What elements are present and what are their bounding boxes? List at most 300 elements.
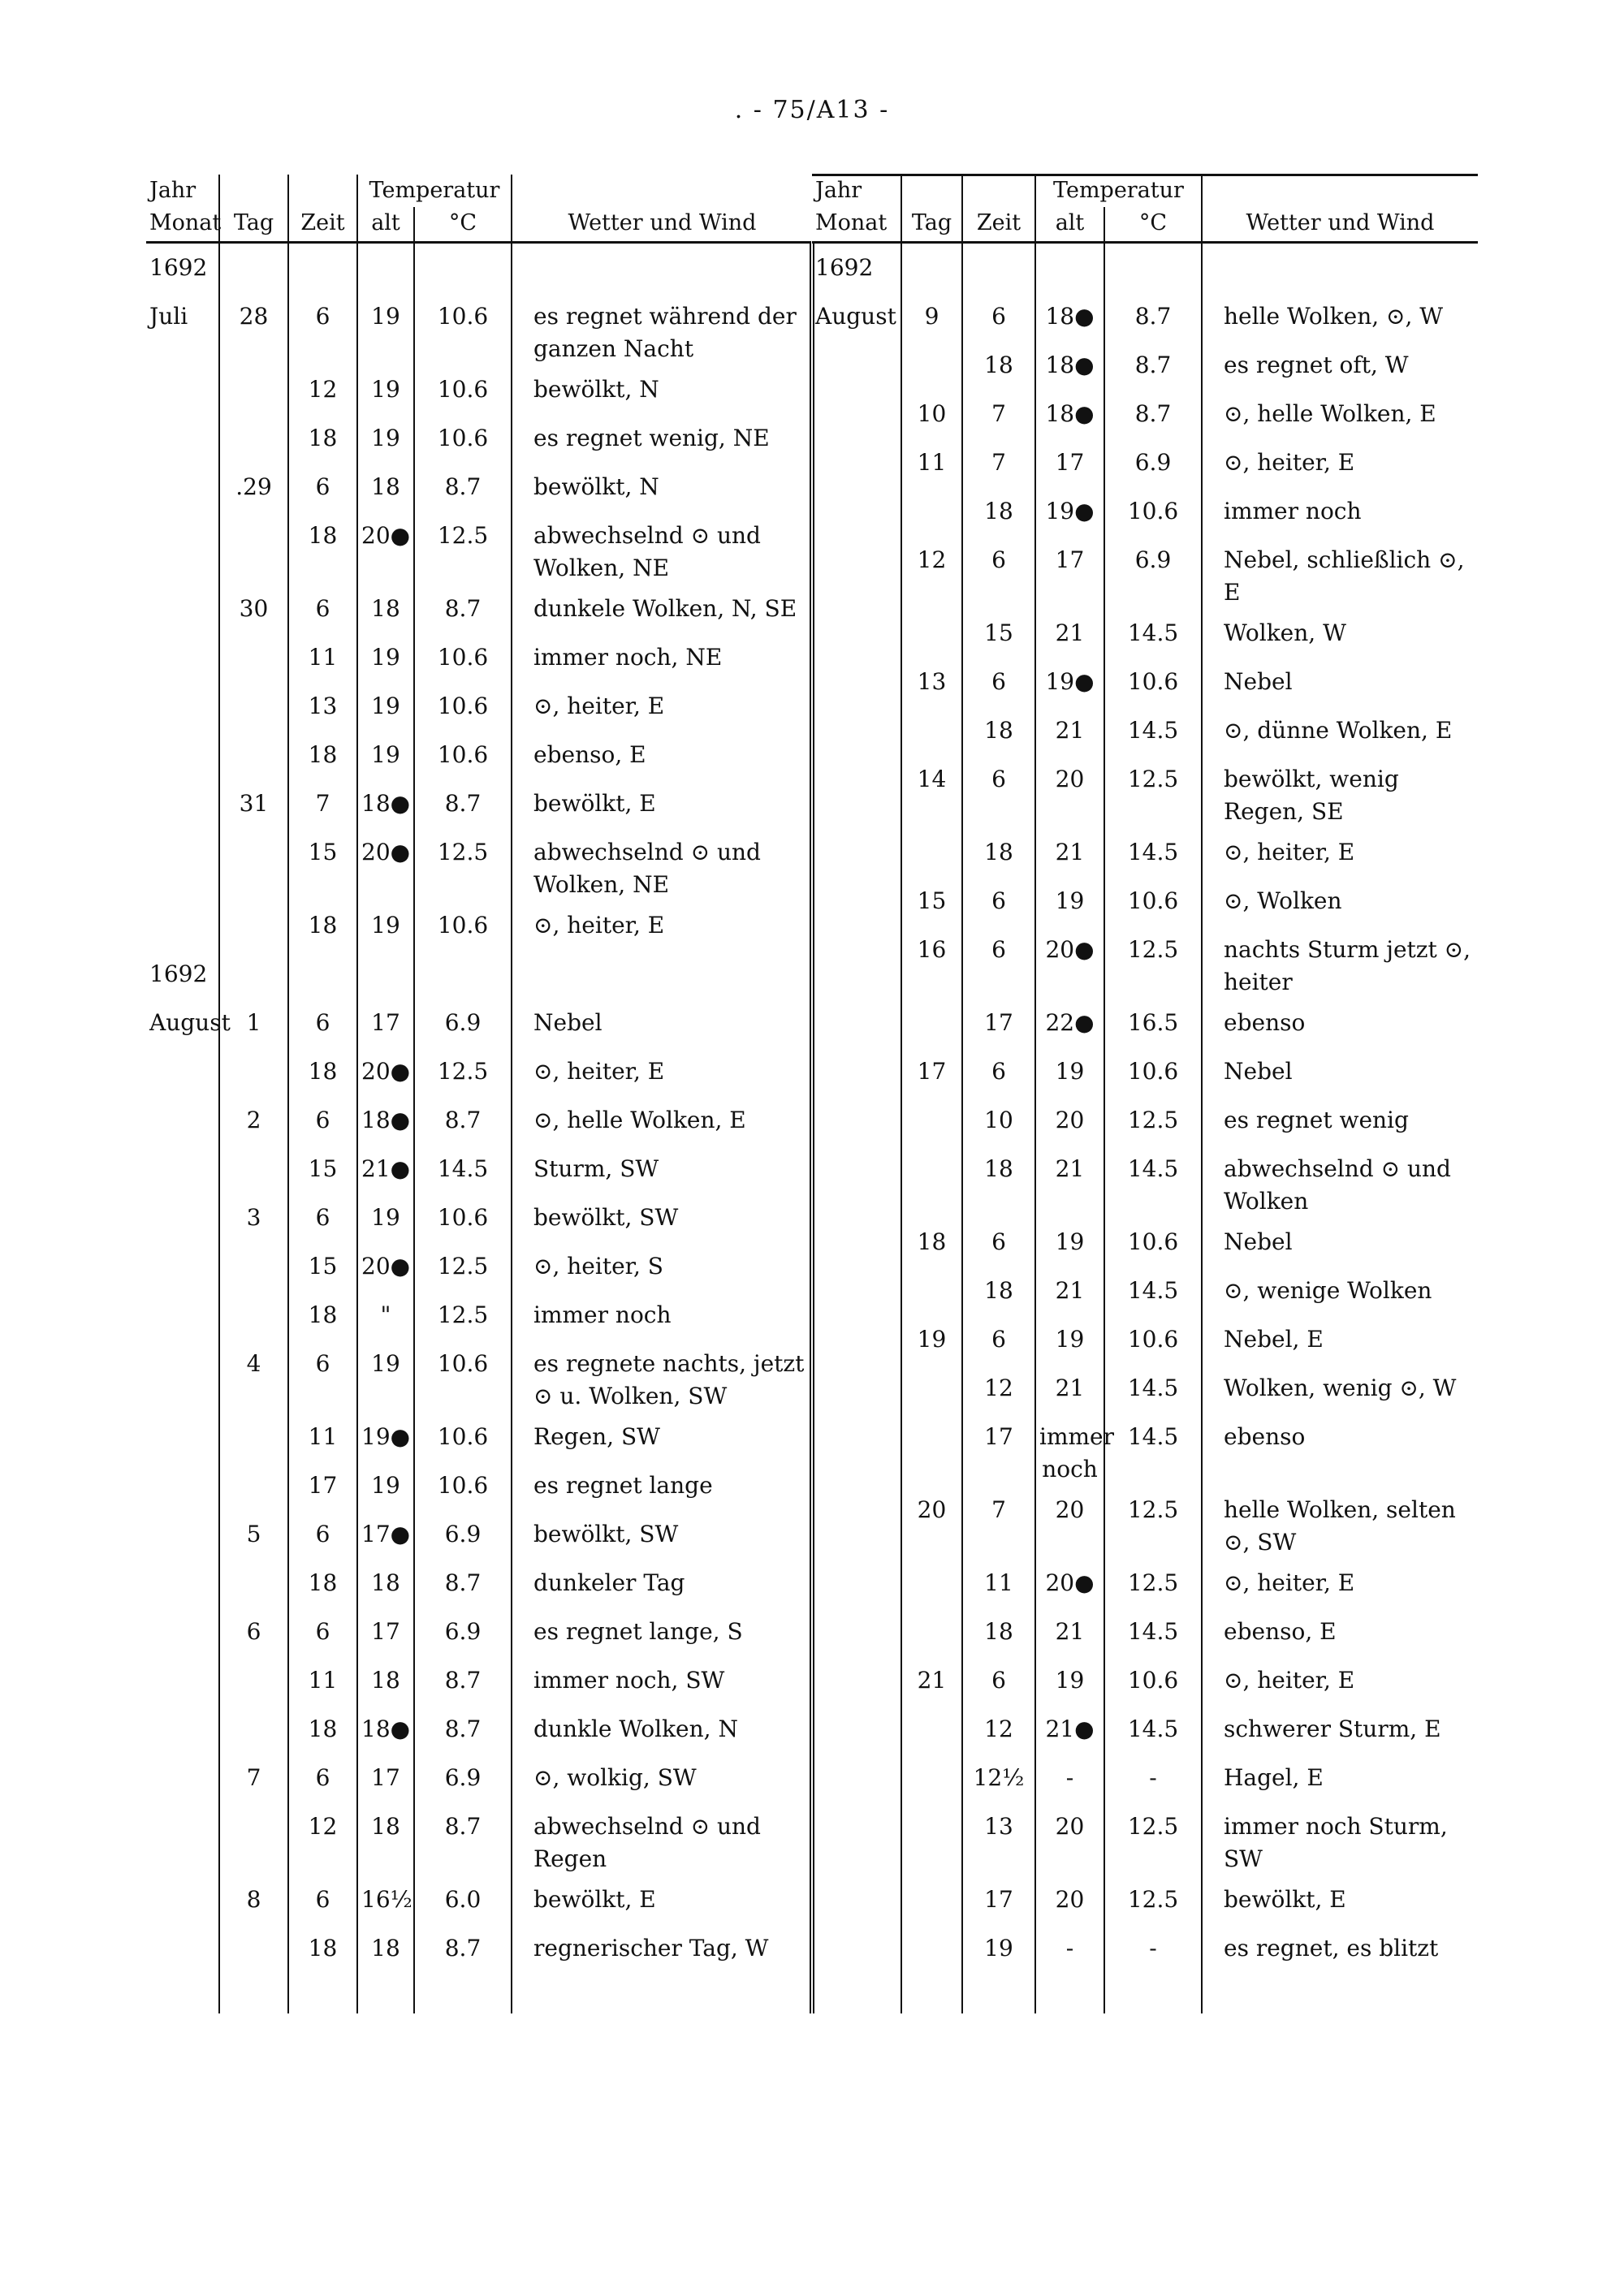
table-row bbox=[146, 365, 812, 414]
table-row bbox=[812, 755, 1478, 828]
cell-zeit: 13 bbox=[288, 682, 357, 731]
table-row bbox=[812, 1656, 1478, 1705]
cell-tag bbox=[901, 341, 962, 390]
cell-wetter: ebenso, E bbox=[512, 731, 812, 779]
cell-zeit: 6 bbox=[288, 585, 357, 633]
cell-wetter bbox=[512, 243, 812, 293]
cell-jahr bbox=[146, 779, 219, 828]
cell-jahr bbox=[812, 1802, 901, 1875]
cell-tag: 12 bbox=[901, 536, 962, 609]
cell-c: 12.5 bbox=[1104, 755, 1202, 828]
table-row bbox=[146, 463, 812, 511]
cell-jahr bbox=[146, 1559, 219, 1608]
cell-alt: 17 bbox=[357, 1754, 414, 1802]
cell-alt: immer noch bbox=[1035, 1413, 1104, 1486]
table-row bbox=[146, 292, 812, 365]
cell-zeit: 12 bbox=[962, 1364, 1035, 1413]
header-zeit: Zeit bbox=[288, 207, 357, 243]
cell-c: 10.6 bbox=[414, 1193, 512, 1242]
cell-zeit: 18 bbox=[962, 1145, 1035, 1218]
cell-wetter: bewölkt, N bbox=[512, 463, 812, 511]
cell-alt: 19 bbox=[357, 1340, 414, 1413]
cell-zeit bbox=[288, 243, 357, 293]
header-alt: alt bbox=[357, 207, 414, 243]
cell-tag: 20 bbox=[901, 1486, 962, 1559]
cell-zeit: 7 bbox=[962, 438, 1035, 487]
cell-alt: 19 bbox=[1035, 1218, 1104, 1267]
table-row bbox=[812, 341, 1478, 390]
cell-wetter: es regnet wenig, NE bbox=[512, 414, 812, 463]
cell-jahr bbox=[146, 731, 219, 779]
table-row bbox=[146, 1924, 812, 1973]
cell-zeit: 18 bbox=[288, 1559, 357, 1608]
cell-alt: 21 bbox=[1035, 609, 1104, 658]
cell-zeit: 17 bbox=[288, 1461, 357, 1510]
cell-zeit: 18 bbox=[288, 731, 357, 779]
cell-alt: 20● bbox=[357, 828, 414, 901]
cell-jahr bbox=[812, 1608, 901, 1656]
cell-wetter: immer noch bbox=[512, 1291, 812, 1340]
cell-jahr bbox=[146, 1413, 219, 1461]
cell-jahr bbox=[146, 901, 219, 950]
cell-jahr bbox=[146, 1096, 219, 1145]
cell-wetter: abwechselnd ⊙ und Wolken bbox=[1224, 1155, 1451, 1215]
header-zeit-right: Zeit bbox=[962, 207, 1035, 243]
header-temperatur: Temperatur bbox=[357, 175, 512, 207]
cell-jahr bbox=[812, 1267, 901, 1315]
table-row bbox=[146, 1145, 812, 1193]
cell-alt: 22● bbox=[1035, 999, 1104, 1047]
cell-wetter: helle Wolken, selten ⊙, SW bbox=[1224, 1496, 1456, 1556]
cell-zeit: 18 bbox=[288, 901, 357, 950]
cell-wetter: es regnet wenig bbox=[1224, 1107, 1409, 1133]
table-row bbox=[812, 487, 1478, 536]
weather-table-right bbox=[812, 175, 1478, 2013]
cell-zeit bbox=[962, 243, 1035, 293]
table-row bbox=[146, 901, 812, 950]
cell-tag bbox=[219, 243, 288, 293]
cell-jahr bbox=[812, 1486, 901, 1559]
cell-c: 14.5 bbox=[1104, 1364, 1202, 1413]
cell-wetter: abwechselnd ⊙ und Wolken, NE bbox=[512, 828, 812, 901]
cell-tag bbox=[901, 1608, 962, 1656]
header-temperatur-right: Temperatur bbox=[1035, 175, 1202, 207]
cell-wetter: ⊙, heiter, E bbox=[512, 682, 812, 731]
table-row bbox=[146, 779, 812, 828]
cell-alt: 19 bbox=[357, 1193, 414, 1242]
cell-tag bbox=[901, 1802, 962, 1875]
cell-tag: 2 bbox=[219, 1096, 288, 1145]
cell-alt: 19 bbox=[357, 292, 414, 365]
cell-c: 10.6 bbox=[1104, 1047, 1202, 1096]
cell-c: 6.9 bbox=[414, 1754, 512, 1802]
cell-jahr bbox=[146, 463, 219, 511]
cell-c: 10.6 bbox=[414, 365, 512, 414]
cell-tag: 6 bbox=[219, 1608, 288, 1656]
cell-c: 14.5 bbox=[1104, 1267, 1202, 1315]
cell-tag: 15 bbox=[901, 877, 962, 926]
cell-jahr bbox=[146, 682, 219, 731]
cell-tag bbox=[219, 1656, 288, 1705]
cell-alt: 18 bbox=[357, 1559, 414, 1608]
cell-alt: 19 bbox=[1035, 1047, 1104, 1096]
cell-jahr bbox=[146, 511, 219, 585]
cell-tag: 21 bbox=[901, 1656, 962, 1705]
table-row bbox=[812, 536, 1478, 609]
cell-zeit: 18 bbox=[288, 414, 357, 463]
cell-jahr bbox=[146, 1291, 219, 1340]
table-row bbox=[146, 1340, 812, 1413]
cell-jahr bbox=[812, 609, 901, 658]
cell-zeit: 18 bbox=[962, 1267, 1035, 1315]
cell-wetter: abwechselnd ⊙ und Wolken, NE bbox=[512, 511, 812, 585]
cell-c: 8.7 bbox=[1104, 341, 1202, 390]
cell-c: 10.6 bbox=[414, 414, 512, 463]
cell-wetter: nachts Sturm jetzt ⊙, heiter bbox=[1224, 936, 1471, 995]
header-tag: Tag bbox=[219, 207, 288, 243]
table-row bbox=[812, 1486, 1478, 1559]
cell-jahr bbox=[812, 1218, 901, 1267]
cell-jahr bbox=[146, 1754, 219, 1802]
cell-wetter: ⊙, heiter, E bbox=[1224, 1569, 1355, 1596]
table-row bbox=[146, 511, 812, 585]
cell-jahr: August bbox=[146, 999, 219, 1047]
cell-c: 8.7 bbox=[414, 1802, 512, 1875]
cell-alt: 19 bbox=[357, 731, 414, 779]
cell-alt: 20● bbox=[1035, 1559, 1104, 1608]
cell-tag bbox=[901, 999, 962, 1047]
cell-alt: 21 bbox=[1035, 1364, 1104, 1413]
table-row bbox=[812, 1047, 1478, 1096]
table-row bbox=[146, 1875, 812, 1924]
cell-tag bbox=[901, 1096, 962, 1145]
table-row bbox=[812, 390, 1478, 438]
table-row bbox=[812, 243, 1478, 293]
cell-tag bbox=[219, 1924, 288, 1973]
cell-alt: 18 bbox=[357, 1656, 414, 1705]
cell-wetter: ⊙, heiter, S bbox=[512, 1242, 812, 1291]
table-row bbox=[812, 828, 1478, 877]
cell-alt: 17 bbox=[357, 999, 414, 1047]
cell-c: 6.0 bbox=[414, 1875, 512, 1924]
cell-zeit: 13 bbox=[962, 1802, 1035, 1875]
table-row bbox=[812, 609, 1478, 658]
cell-zeit: 12 bbox=[288, 365, 357, 414]
cell-c: 12.5 bbox=[1104, 1802, 1202, 1875]
cell-zeit: 11 bbox=[288, 1413, 357, 1461]
cell-alt: 20● bbox=[1035, 926, 1104, 999]
cell-jahr: August bbox=[812, 292, 901, 341]
cell-tag: 4 bbox=[219, 1340, 288, 1413]
cell-c: - bbox=[1104, 1754, 1202, 1802]
cell-c: 12.5 bbox=[1104, 1096, 1202, 1145]
cell-c: 12.5 bbox=[414, 1047, 512, 1096]
cell-alt: 19 bbox=[357, 365, 414, 414]
cell-tag bbox=[219, 901, 288, 950]
cell-c: - bbox=[1104, 1924, 1202, 1973]
cell-wetter: ⊙, dünne Wolken, E bbox=[1224, 717, 1453, 744]
cell-zeit bbox=[288, 950, 357, 999]
cell-zeit: 11 bbox=[962, 1559, 1035, 1608]
cell-tag bbox=[901, 609, 962, 658]
table-row bbox=[812, 706, 1478, 755]
cell-jahr bbox=[812, 706, 901, 755]
cell-jahr bbox=[812, 1559, 901, 1608]
cell-jahr bbox=[146, 414, 219, 463]
cell-zeit: 6 bbox=[288, 463, 357, 511]
cell-wetter: bewölkt, E bbox=[1224, 1886, 1346, 1913]
cell-tag bbox=[901, 1705, 962, 1754]
cell-c: 8.7 bbox=[414, 585, 512, 633]
cell-c: 12.5 bbox=[414, 1242, 512, 1291]
cell-tag bbox=[219, 1559, 288, 1608]
cell-tag: 11 bbox=[901, 438, 962, 487]
cell-tag bbox=[901, 828, 962, 877]
cell-alt: 17 bbox=[1035, 536, 1104, 609]
cell-c: 12.5 bbox=[414, 828, 512, 901]
cell-c: 14.5 bbox=[1104, 706, 1202, 755]
cell-alt: 18 bbox=[357, 585, 414, 633]
cell-zeit: 7 bbox=[962, 390, 1035, 438]
cell-zeit: 18 bbox=[962, 706, 1035, 755]
cell-c: 14.5 bbox=[1104, 1413, 1202, 1486]
cell-tag bbox=[219, 511, 288, 585]
cell-jahr bbox=[812, 1705, 901, 1754]
header-wetter: Wetter und Wind bbox=[512, 207, 812, 243]
header-celsius-right: °C bbox=[1104, 207, 1202, 243]
cell-wetter: Sturm, SW bbox=[512, 1145, 812, 1193]
cell-wetter: Nebel, schließlich ⊙, E bbox=[1224, 546, 1465, 606]
cell-tag: 16 bbox=[901, 926, 962, 999]
cell-wetter: bewölkt, SW bbox=[512, 1510, 812, 1559]
table-row bbox=[812, 438, 1478, 487]
cell-alt: 20 bbox=[1035, 1096, 1104, 1145]
cell-c: 12.5 bbox=[414, 1291, 512, 1340]
cell-tag bbox=[901, 1559, 962, 1608]
cell-c: 8.7 bbox=[414, 463, 512, 511]
table-row bbox=[146, 1291, 812, 1340]
cell-wetter: ebenso bbox=[1224, 1423, 1306, 1450]
cell-jahr bbox=[146, 1193, 219, 1242]
cell-alt: 21 bbox=[1035, 706, 1104, 755]
cell-tag bbox=[901, 1145, 962, 1218]
cell-jahr bbox=[812, 1145, 901, 1218]
filler-row bbox=[812, 1973, 1478, 2013]
cell-jahr bbox=[812, 487, 901, 536]
table-row bbox=[812, 658, 1478, 706]
cell-tag bbox=[219, 682, 288, 731]
table-row bbox=[812, 1875, 1478, 1924]
cell-jahr bbox=[812, 341, 901, 390]
cell-jahr bbox=[812, 1364, 901, 1413]
cell-jahr bbox=[146, 1461, 219, 1510]
cell-alt: " bbox=[357, 1291, 414, 1340]
table-row bbox=[146, 1461, 812, 1510]
cell-jahr: 1692 bbox=[146, 950, 219, 999]
cell-jahr bbox=[812, 828, 901, 877]
cell-wetter: immer noch bbox=[1224, 498, 1362, 524]
cell-tag: 7 bbox=[219, 1754, 288, 1802]
cell-tag: 5 bbox=[219, 1510, 288, 1559]
table-row bbox=[146, 1559, 812, 1608]
cell-tag bbox=[219, 1461, 288, 1510]
cell-zeit: 18 bbox=[962, 828, 1035, 877]
cell-wetter: abwechselnd ⊙ und Regen bbox=[512, 1802, 812, 1875]
cell-jahr bbox=[146, 1145, 219, 1193]
table-row bbox=[146, 950, 812, 999]
cell-c: 8.7 bbox=[1104, 390, 1202, 438]
cell-wetter: ⊙, heiter, E bbox=[512, 1047, 812, 1096]
cell-wetter bbox=[1202, 243, 1478, 293]
cell-wetter bbox=[512, 950, 812, 999]
table-row bbox=[146, 633, 812, 682]
cell-jahr bbox=[812, 926, 901, 999]
cell-wetter: dunkele Wolken, N, SE bbox=[512, 585, 812, 633]
cell-wetter: ebenso bbox=[1224, 1009, 1306, 1036]
cell-c: 10.6 bbox=[414, 1413, 512, 1461]
cell-zeit: 6 bbox=[962, 1047, 1035, 1096]
cell-wetter: schwerer Sturm, E bbox=[1224, 1716, 1441, 1742]
cell-jahr bbox=[812, 877, 901, 926]
cell-wetter: ⊙, wolkig, SW bbox=[512, 1754, 812, 1802]
table-row bbox=[812, 1096, 1478, 1145]
cell-jahr bbox=[812, 755, 901, 828]
cell-c: 12.5 bbox=[414, 511, 512, 585]
cell-c: 16.5 bbox=[1104, 999, 1202, 1047]
cell-jahr bbox=[146, 365, 219, 414]
cell-jahr bbox=[812, 658, 901, 706]
cell-c: 8.7 bbox=[414, 779, 512, 828]
cell-wetter: bewölkt, E bbox=[512, 779, 812, 828]
table-row bbox=[146, 1656, 812, 1705]
cell-c: 10.6 bbox=[1104, 877, 1202, 926]
cell-jahr: 1692 bbox=[146, 243, 219, 293]
cell-wetter: es regnete nachts, jetzt ⊙ u. Wolken, SW bbox=[512, 1340, 812, 1413]
cell-c: 12.5 bbox=[1104, 1486, 1202, 1559]
cell-alt: - bbox=[1035, 1924, 1104, 1973]
cell-jahr bbox=[812, 1656, 901, 1705]
cell-alt: 18● bbox=[1035, 341, 1104, 390]
cell-alt: 17 bbox=[1035, 438, 1104, 487]
cell-c: 10.6 bbox=[414, 633, 512, 682]
cell-c: 14.5 bbox=[1104, 1705, 1202, 1754]
table-row bbox=[146, 828, 812, 901]
cell-wetter: ⊙, heiter, E bbox=[1224, 449, 1355, 476]
cell-c: 14.5 bbox=[1104, 828, 1202, 877]
cell-jahr bbox=[812, 1047, 901, 1096]
cell-jahr bbox=[812, 1315, 901, 1364]
cell-jahr bbox=[146, 828, 219, 901]
cell-alt: 19● bbox=[1035, 658, 1104, 706]
cell-wetter: Nebel bbox=[1224, 668, 1293, 695]
cell-zeit: 6 bbox=[288, 292, 357, 365]
table-row bbox=[146, 1802, 812, 1875]
cell-wetter: bewölkt, wenig Regen, SE bbox=[1224, 766, 1399, 825]
cell-tag: 10 bbox=[901, 390, 962, 438]
cell-tag bbox=[219, 414, 288, 463]
cell-tag: 9 bbox=[901, 292, 962, 341]
cell-zeit: 18 bbox=[962, 1608, 1035, 1656]
table-row bbox=[812, 1364, 1478, 1413]
cell-c: 8.7 bbox=[414, 1096, 512, 1145]
cell-zeit: 6 bbox=[288, 1754, 357, 1802]
cell-c: 6.9 bbox=[414, 1608, 512, 1656]
cell-zeit: 18 bbox=[288, 1705, 357, 1754]
cell-wetter: ebenso, E bbox=[1224, 1618, 1337, 1645]
header-monat-right: Monat bbox=[812, 207, 901, 243]
cell-tag bbox=[901, 1364, 962, 1413]
cell-jahr: 1692 bbox=[812, 243, 901, 293]
cell-jahr bbox=[812, 1096, 901, 1145]
cell-alt: 17 bbox=[357, 1608, 414, 1656]
table-row bbox=[146, 414, 812, 463]
cell-tag bbox=[219, 731, 288, 779]
table-row bbox=[146, 1193, 812, 1242]
cell-wetter: immer noch, SW bbox=[512, 1656, 812, 1705]
cell-wetter: Regen, SW bbox=[512, 1413, 812, 1461]
cell-zeit: 18 bbox=[288, 511, 357, 585]
cell-alt: 20 bbox=[1035, 755, 1104, 828]
cell-jahr bbox=[146, 633, 219, 682]
cell-c: 10.6 bbox=[414, 731, 512, 779]
table-row bbox=[812, 1559, 1478, 1608]
cell-alt: 19 bbox=[357, 1461, 414, 1510]
cell-zeit: 6 bbox=[288, 1608, 357, 1656]
cell-jahr bbox=[146, 1875, 219, 1924]
cell-alt: 20● bbox=[357, 1242, 414, 1291]
cell-zeit: 15 bbox=[962, 609, 1035, 658]
cell-zeit: 6 bbox=[962, 755, 1035, 828]
cell-alt: 19 bbox=[357, 901, 414, 950]
cell-jahr bbox=[812, 1754, 901, 1802]
right-table-block bbox=[812, 175, 1478, 2013]
cell-tag: 17 bbox=[901, 1047, 962, 1096]
cell-tag: 8 bbox=[219, 1875, 288, 1924]
cell-wetter: dunkeler Tag bbox=[512, 1559, 812, 1608]
cell-jahr bbox=[812, 1413, 901, 1486]
cell-c: 10.6 bbox=[414, 1340, 512, 1413]
cell-jahr bbox=[812, 438, 901, 487]
cell-alt: - bbox=[1035, 1754, 1104, 1802]
weather-table-left bbox=[146, 175, 814, 2013]
cell-jahr bbox=[146, 1924, 219, 1973]
cell-alt: 19 bbox=[1035, 1656, 1104, 1705]
table-row bbox=[812, 1413, 1478, 1486]
cell-wetter: es regnet lange, S bbox=[512, 1608, 812, 1656]
cell-c bbox=[414, 950, 512, 999]
cell-wetter: Nebel, E bbox=[1224, 1326, 1324, 1353]
cell-c: 8.7 bbox=[414, 1656, 512, 1705]
cell-tag: 3 bbox=[219, 1193, 288, 1242]
cell-c: 6.9 bbox=[414, 999, 512, 1047]
cell-jahr bbox=[812, 999, 901, 1047]
cell-alt: 21 bbox=[1035, 1145, 1104, 1218]
cell-alt bbox=[357, 243, 414, 293]
cell-alt: 16½ bbox=[357, 1875, 414, 1924]
cell-wetter: Wolken, W bbox=[1224, 619, 1346, 646]
cell-zeit: 18 bbox=[288, 1924, 357, 1973]
cell-wetter: Hagel, E bbox=[1224, 1764, 1324, 1791]
cell-jahr bbox=[146, 1705, 219, 1754]
cell-zeit: 6 bbox=[288, 1340, 357, 1413]
cell-alt: 18 bbox=[357, 1924, 414, 1973]
cell-alt: 21 bbox=[1035, 828, 1104, 877]
cell-jahr: Juli bbox=[146, 292, 219, 365]
table-row bbox=[146, 1608, 812, 1656]
cell-zeit: 17 bbox=[962, 1875, 1035, 1924]
cell-tag bbox=[219, 633, 288, 682]
header-alt-right: alt bbox=[1035, 207, 1104, 243]
